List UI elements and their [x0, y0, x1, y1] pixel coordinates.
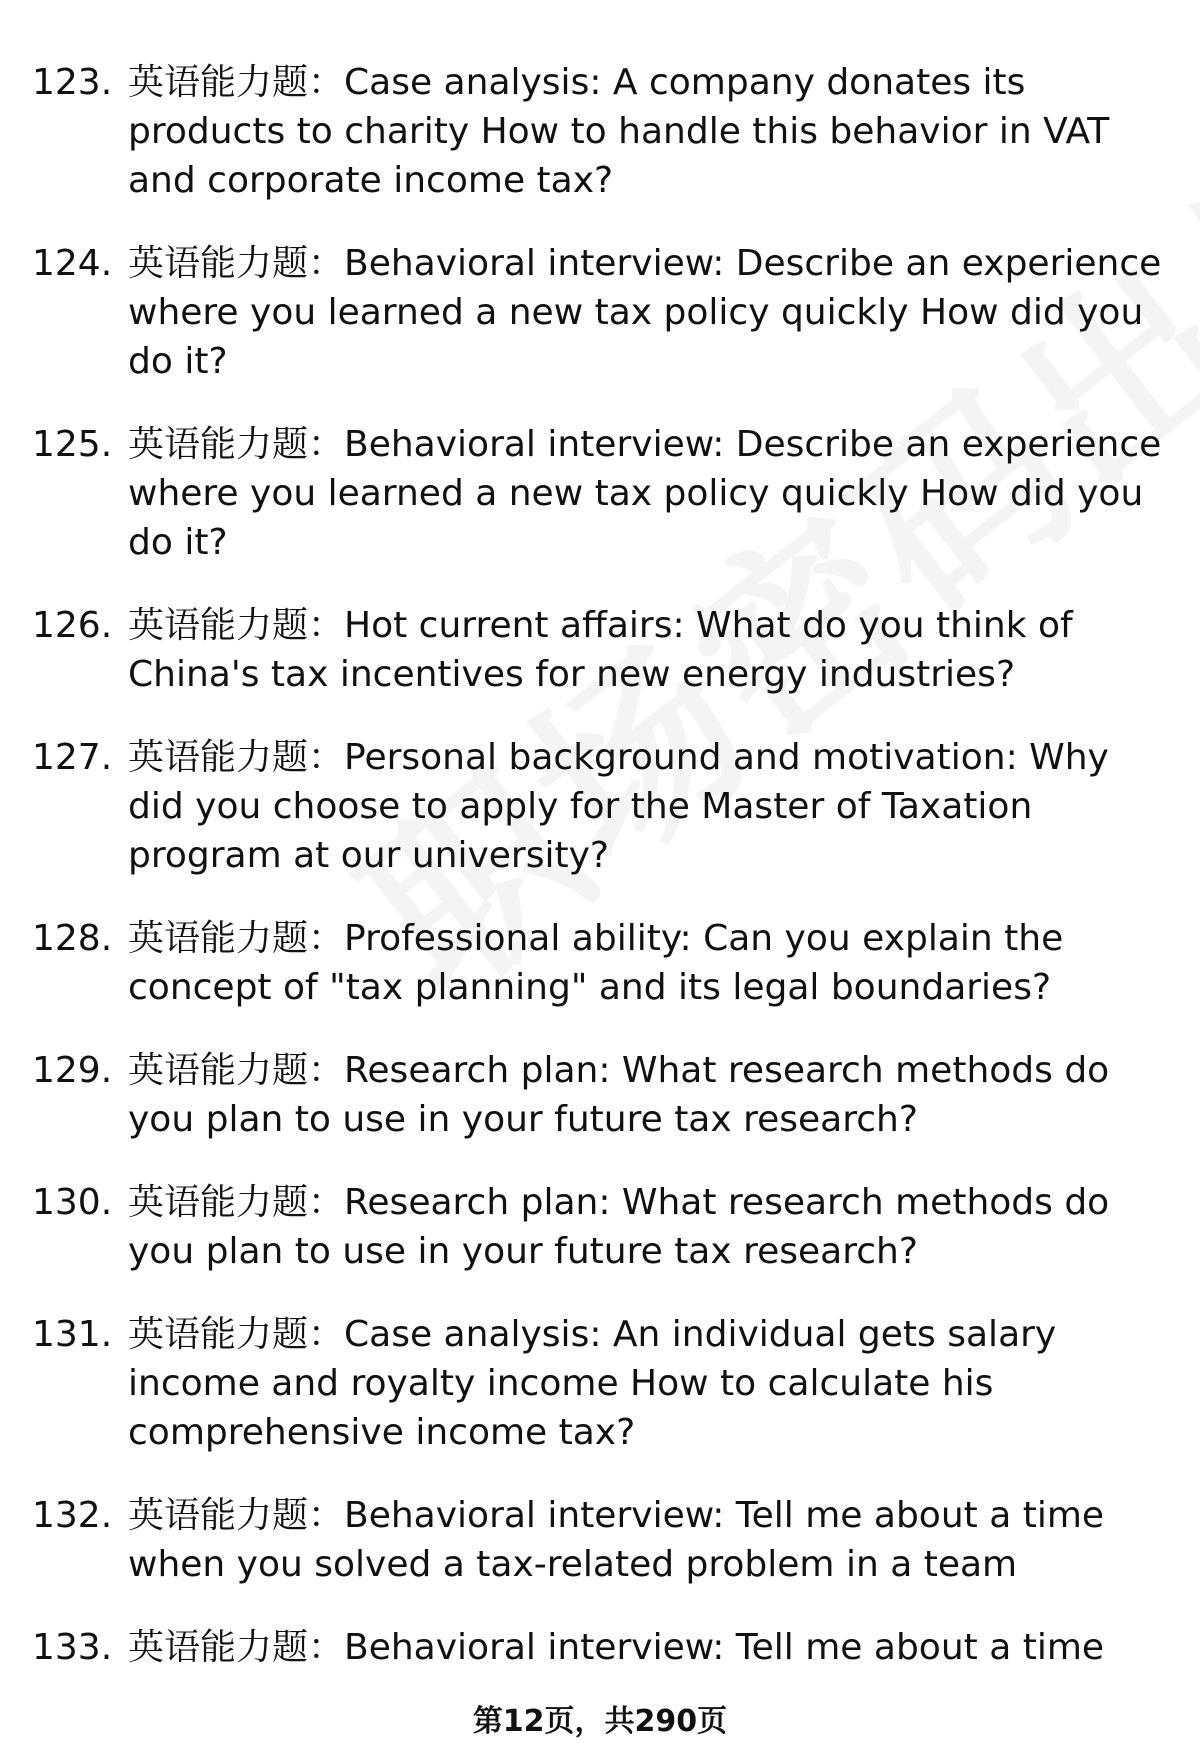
item-text-block — [128, 914, 1172, 1012]
item-number: 129. — [32, 1050, 113, 1091]
item-text: Personal background and motivation: Why did you choose to apply for the Master of Taxation program at our university? — [128, 737, 1109, 876]
item-text-block — [128, 1491, 1172, 1589]
item-category: 英语能力题： — [128, 62, 345, 103]
item-category: 英语能力题： — [128, 918, 345, 959]
item-text-block — [128, 58, 1172, 205]
item-text: Behavioral interview: Tell me about a time — [344, 1627, 1105, 1668]
list-item — [32, 1623, 1172, 1672]
item-number: 131. — [32, 1314, 113, 1355]
item-text-block — [128, 420, 1172, 567]
list-item — [32, 420, 1172, 567]
item-text: Case analysis: A company donates its products to charity How to handle this behavior in VAT and corporate income tax? — [128, 62, 1110, 201]
item-number: 132. — [32, 1495, 113, 1536]
list-item — [32, 239, 1172, 386]
item-category: 英语能力题： — [128, 243, 345, 284]
item-number: 126. — [32, 605, 113, 646]
item-category: 英语能力题： — [128, 424, 345, 465]
item-category: 英语能力题： — [128, 1495, 345, 1536]
item-text-block — [128, 1178, 1172, 1276]
item-text-block — [128, 239, 1172, 386]
item-text: Behavioral interview: Describe an experience where you learned a new tax policy quickly How did you do it? — [128, 424, 1162, 563]
item-text: Hot current affairs: What do you think of China's tax incentives for new energy industries? — [128, 605, 1073, 695]
item-text-block — [128, 1310, 1172, 1457]
item-category: 英语能力题： — [128, 1050, 345, 1091]
item-number: 125. — [32, 424, 113, 465]
list-item — [32, 58, 1172, 205]
item-category: 英语能力题： — [128, 1627, 345, 1668]
item-category: 英语能力题： — [128, 1182, 345, 1223]
page-footer: 第12页，共290页 — [472, 1704, 728, 1739]
list-item — [32, 733, 1172, 880]
list-item — [32, 914, 1172, 1012]
item-text-block — [128, 1046, 1172, 1144]
item-text: Behavioral interview: Describe an experience where you learned a new tax policy quickly How did you do it? — [128, 243, 1162, 382]
item-number: 127. — [32, 737, 113, 778]
list-item — [32, 1310, 1172, 1457]
item-text-block — [128, 601, 1172, 699]
item-text: Research plan: What research methods do you plan to use in your future tax research? — [128, 1182, 1110, 1272]
question-list — [32, 58, 1172, 1706]
item-text: Case analysis: An individual gets salary income and royalty income How to calculate his comprehensive income tax? — [128, 1314, 1057, 1453]
list-item — [32, 601, 1172, 699]
item-text: Professional ability: Can you explain the concept of "tax planning" and its legal boundaries? — [128, 918, 1064, 1008]
item-text: Research plan: What research methods do you plan to use in your future tax research? — [128, 1050, 1110, 1140]
item-number: 123. — [32, 62, 113, 103]
item-number: 124. — [32, 243, 113, 284]
item-text: Behavioral interview: Tell me about a time when you solved a tax-related problem in a team — [128, 1495, 1105, 1585]
item-category: 英语能力题： — [128, 605, 345, 646]
item-text-block — [128, 733, 1172, 880]
list-item — [32, 1491, 1172, 1589]
list-item — [32, 1178, 1172, 1276]
item-number: 130. — [32, 1182, 113, 1223]
item-number: 128. — [32, 918, 113, 959]
item-category: 英语能力题： — [128, 1314, 345, 1355]
item-text-block — [128, 1623, 1172, 1672]
item-category: 英语能力题： — [128, 737, 345, 778]
item-number: 133. — [32, 1627, 113, 1668]
list-item — [32, 1046, 1172, 1144]
